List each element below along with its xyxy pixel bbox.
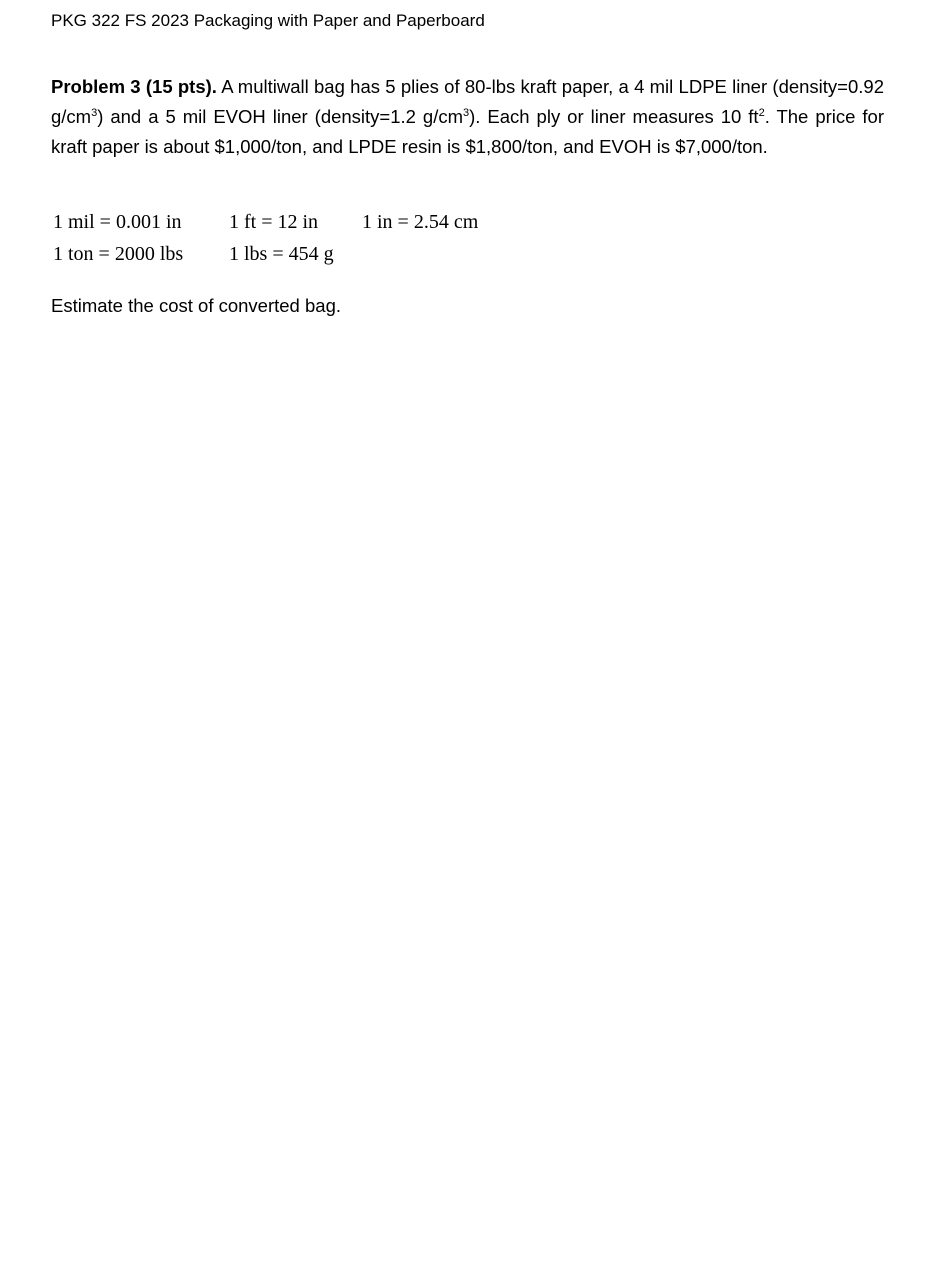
course-header: PKG 322 FS 2023 Packaging with Paper and Paperboard xyxy=(51,11,485,30)
conversion-mil-to-in: 1 mil = 0.001 in xyxy=(53,211,182,233)
conversion-ft-to-in: 1 ft = 12 in xyxy=(229,211,319,233)
superscript-cubed-1: 3 xyxy=(91,106,98,119)
conversion-lbs-to-g: 1 lbs = 454 g xyxy=(229,243,334,265)
problem-text-2: ) and a 5 mil EVOH liner (density=1.2 g/cm xyxy=(97,106,464,127)
problem-statement xyxy=(51,72,884,162)
problem-text-1: A multiwall bag has 5 plies of 80-lbs kraft paper, a 4 mil LDPE liner (density=0.92 g/cm xyxy=(51,76,884,127)
problem-text-4: . The price for kraft paper is about $1,000/ton, and LPDE resin is $1,800/ton, and EVOH is $7,000/ton. xyxy=(51,106,884,157)
problem-label: Problem 3 (15 pts). xyxy=(51,76,217,97)
superscript-cubed-2: 3 xyxy=(463,106,470,119)
conversion-ton-to-lbs: 1 ton = 2000 lbs xyxy=(53,243,184,265)
problem-text-3: ). Each ply or liner measures 10 ft xyxy=(469,106,759,127)
conversion-in-to-cm: 1 in = 2.54 cm xyxy=(362,211,479,233)
superscript-squared: 2 xyxy=(758,106,765,119)
question-text: Estimate the cost of converted bag. xyxy=(51,295,341,316)
